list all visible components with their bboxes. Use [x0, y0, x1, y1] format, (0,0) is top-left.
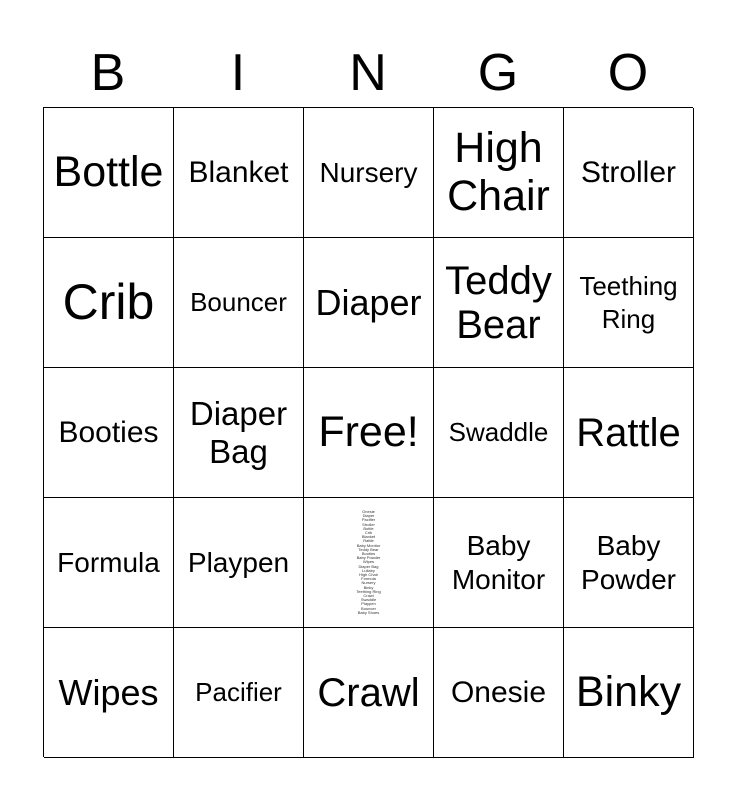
word-list-item: Baby Monitor [356, 542, 381, 548]
bingo-cell[interactable] [44, 368, 174, 498]
header-letter-g: G [477, 44, 519, 102]
cell-label: Playpen [187, 546, 290, 578]
word-list-item: Bottle [363, 525, 374, 531]
cell-label: Formula [57, 546, 160, 578]
cell-label: Diaper Bag [189, 394, 288, 470]
word-list-item: Onesie [362, 508, 375, 514]
cell-label: Bouncer [190, 287, 287, 318]
bingo-cell[interactable] [564, 628, 694, 758]
bingo-cell[interactable] [174, 238, 304, 368]
word-list [356, 510, 380, 615]
bingo-cell[interactable] [434, 108, 564, 238]
cell-label: Wipes [58, 671, 159, 713]
word-list-item: Diaper [362, 513, 375, 519]
bingo-cell[interactable] [564, 498, 694, 628]
bingo-cell[interactable] [44, 498, 174, 628]
word-list-item: Wipes [362, 559, 375, 565]
bingo-board [43, 107, 693, 757]
word-list-item: Teddy Bear [358, 546, 379, 552]
cell-label: Diaper [315, 281, 422, 323]
header-letter-n: N [349, 44, 387, 102]
cell-label: Crawl [317, 670, 420, 715]
word-list-item: Baby Shoes [357, 609, 380, 615]
cell-label: Crib [62, 274, 155, 331]
word-list-item: Nursery [361, 580, 376, 586]
word-list-item: Binky [363, 584, 374, 590]
word-list-item: Booties [361, 550, 376, 556]
free-space[interactable] [304, 368, 434, 498]
bingo-cell[interactable] [44, 108, 174, 238]
cell-label: Nursery [319, 156, 418, 188]
word-list-item: Stroller [362, 521, 375, 527]
cell-label: Teddy Bear [445, 258, 552, 347]
word-list-item: Playpen [361, 601, 376, 607]
bingo-cell[interactable] [304, 108, 434, 238]
cell-label: Rattle [576, 410, 681, 455]
bingo-cell[interactable] [564, 108, 694, 238]
word-list-item: Baby Powder [356, 555, 381, 561]
word-list-item: Pacifier [361, 517, 376, 523]
word-list-item: Diaper Bag [358, 563, 379, 569]
header-letter-b: B [90, 44, 126, 102]
word-list-item: High Chair [359, 572, 378, 577]
cell-label: Onesie [450, 675, 547, 709]
word-list-cell [304, 498, 434, 628]
bingo-cell[interactable] [564, 368, 694, 498]
bingo-header [43, 40, 693, 106]
cell-label: Bottle [53, 147, 164, 196]
word-list-item: Bouncer [361, 605, 376, 611]
bingo-cell[interactable] [434, 238, 564, 368]
word-list-item: Rattle [363, 538, 374, 544]
word-list-item: Formula [361, 576, 376, 582]
cell-label: Baby Powder [581, 529, 676, 595]
bingo-cell[interactable] [564, 238, 694, 368]
cell-label: Booties [58, 415, 159, 449]
word-list-item: Swaddle [360, 597, 377, 603]
bingo-cell[interactable] [434, 628, 564, 758]
bingo-cell[interactable] [174, 108, 304, 238]
free-space-label: Free! [318, 407, 419, 456]
cell-label: High Chair [447, 124, 550, 220]
word-list-item: Crib [364, 529, 373, 535]
cell-label: Teething Ring [579, 271, 678, 334]
bingo-cell[interactable] [44, 628, 174, 758]
bingo-cell[interactable] [44, 238, 174, 368]
cell-label: Binky [575, 667, 682, 716]
bingo-cell[interactable] [304, 238, 434, 368]
cell-label: Pacifier [195, 677, 282, 708]
bingo-cell[interactable] [174, 628, 304, 758]
cell-label: Baby Monitor [451, 529, 546, 595]
cell-label: Blanket [188, 155, 289, 189]
bingo-cell[interactable] [174, 368, 304, 498]
word-list-item: Teething Ring [356, 588, 381, 594]
bingo-cell[interactable] [174, 498, 304, 628]
bingo-cell[interactable] [434, 368, 564, 498]
bingo-cell[interactable] [434, 498, 564, 628]
cell-label: Swaddle [448, 417, 549, 448]
word-list-item: Lullaby [362, 567, 375, 573]
cell-label: Stroller [580, 155, 677, 189]
header-letter-i: I [230, 44, 246, 102]
word-list-item: Blanket [361, 534, 376, 540]
word-list-item: Crawl [363, 593, 374, 599]
header-letter-o: O [607, 44, 649, 102]
bingo-cell[interactable] [304, 628, 434, 758]
